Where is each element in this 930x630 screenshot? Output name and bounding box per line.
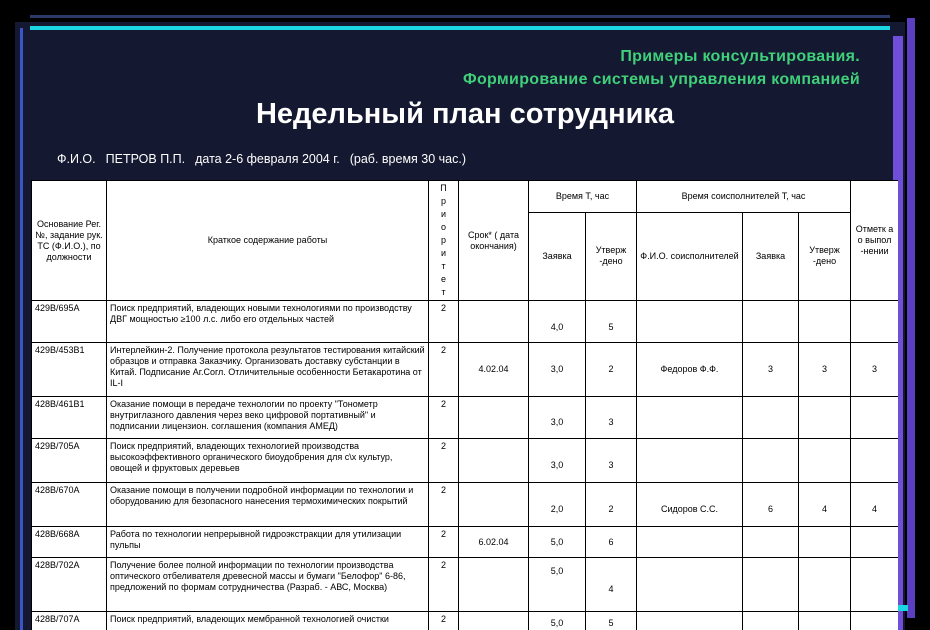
cell-coexec-approved: [799, 301, 851, 343]
fio-label: Ф.И.О.: [57, 152, 96, 166]
cell-content: Работа по технологии непрерывной гидроэкстракции для утилизации пульпы: [107, 527, 429, 558]
cell-basis: 428В/461В1: [32, 397, 107, 439]
col-header-basis: Основание Рег. №, задание рук. ТС (Ф.И.О.), по должности: [32, 181, 107, 301]
cell-request: 2,0: [529, 483, 586, 527]
priority-letter: е: [440, 274, 446, 284]
cell-coexec-request: [743, 527, 799, 558]
cell-request: 3,0: [529, 343, 586, 397]
table-row: [32, 612, 899, 630]
cell-deadline: [459, 439, 529, 483]
cell-coexec-approved: [799, 397, 851, 439]
col-header-content: Краткое содержание работы: [107, 181, 429, 301]
cell-mark: [851, 558, 898, 612]
cell-coexec-name: Сидоров С.С.: [637, 483, 743, 527]
cell-priority: 2: [429, 301, 459, 343]
table-row: [32, 527, 899, 558]
cell-priority: 2: [429, 527, 459, 558]
cell-coexec-approved: 3: [799, 343, 851, 397]
cell-request: 3,0: [529, 397, 586, 439]
cell-coexec-approved: [799, 612, 851, 630]
cell-coexec-request: 6: [743, 483, 799, 527]
cell-priority: 2: [429, 558, 459, 612]
cell-approved: 2: [586, 343, 637, 397]
cell-approved: 3: [586, 439, 637, 483]
table-row: [32, 483, 899, 527]
cell-coexec-name: [637, 612, 743, 630]
cell-content: Поиск предприятий, владеющих новыми технологиями по производству ДВГ мощностью ≥100 л.с. либо его отдельных частей: [107, 301, 429, 343]
col-header-deadline: Срок* ( дата окончания): [459, 181, 529, 301]
table-row: [32, 439, 899, 483]
page-title: Недельный план сотрудника: [255, 98, 675, 130]
col-header-coexec-approved: Утверж -дено: [799, 212, 851, 300]
cell-deadline: [459, 612, 529, 630]
col-header-coexec-group: Время соисполнителей Т, час: [637, 181, 851, 213]
priority-letter: р: [440, 196, 446, 206]
cell-priority: 2: [429, 439, 459, 483]
col-header-time-group: Время Т, час: [529, 181, 637, 213]
cell-request: 3,0: [529, 439, 586, 483]
cell-coexec-approved: [799, 527, 851, 558]
cell-coexec-approved: 4: [799, 483, 851, 527]
cell-content: Поиск предприятий, владеющих мембранной технологией очистки: [107, 612, 429, 630]
priority-letter: р: [440, 235, 446, 245]
cell-priority: 2: [429, 612, 459, 630]
priority-letter: т: [441, 261, 446, 271]
cell-mark: [851, 397, 898, 439]
cell-request: 5,0: [529, 527, 586, 558]
cell-coexec-request: [743, 558, 799, 612]
cell-mark: [851, 612, 898, 630]
cell-mark: 4: [851, 483, 898, 527]
cell-approved: 5: [586, 612, 637, 630]
cell-content: Оказание помощи в передаче технологии по проекту "Тонометр внутриглазного давления через веко цифровой портативный" и подписании лицензион. соглашения (компания АМЕД): [107, 397, 429, 439]
weekly-plan-table: [31, 180, 898, 630]
cell-request: 4,0: [529, 301, 586, 343]
cell-request: 5,0: [529, 558, 586, 612]
weekly-plan-sheet: [31, 180, 898, 630]
hours-text: (раб. время 30 час.): [349, 152, 467, 166]
cell-priority: 2: [429, 343, 459, 397]
cell-approved: 6: [586, 527, 637, 558]
cell-content: Поиск предприятий, владеющих технологией производства высокоэффективного органического биоудобрения для с\х культур, овощей и фруктовых деревьев: [107, 439, 429, 483]
cell-basis: 428В/670А: [32, 483, 107, 527]
cell-coexec-approved: [799, 439, 851, 483]
cell-coexec-name: [637, 301, 743, 343]
col-header-coexec-name: Ф.И.О. соисполнителей: [637, 212, 743, 300]
priority-letter: т: [441, 287, 446, 297]
table-row: [32, 558, 899, 612]
cell-basis: 428В/707А: [32, 612, 107, 630]
fio-value: ПЕТРОВ П.П.: [105, 152, 186, 166]
cell-mark: [851, 439, 898, 483]
cell-coexec-request: [743, 439, 799, 483]
top-cyan-stripe: [30, 26, 890, 30]
cell-coexec-name: [637, 527, 743, 558]
cell-coexec-request: 3: [743, 343, 799, 397]
col-header-request: Заявка: [529, 212, 586, 300]
cell-deadline: [459, 483, 529, 527]
cell-coexec-request: [743, 301, 799, 343]
priority-letter: П: [440, 183, 447, 193]
date-text: дата 2-6 февраля 2004 г.: [195, 152, 340, 166]
cell-priority: 2: [429, 397, 459, 439]
cell-approved: 5: [586, 301, 637, 343]
cell-coexec-approved: [799, 558, 851, 612]
cell-content: Интерлейкин-2. Получение протокола результатов тестирования китайский образцов и отправка Заказчику. Организовать доставку субстанции в Китай. Подписание Аг.Согл. Отличительные особенности Бетакаротина от IL-I: [107, 343, 429, 397]
cell-mark: 3: [851, 343, 898, 397]
cell-coexec-name: [637, 558, 743, 612]
table-row: [32, 397, 899, 439]
cell-deadline: [459, 301, 529, 343]
cell-coexec-name: Федоров Ф.Ф.: [637, 343, 743, 397]
cell-deadline: 6.02.04: [459, 527, 529, 558]
col-header-mark: Отметк а о выпол -нении: [851, 181, 898, 301]
cell-basis: 429В/453В1: [32, 343, 107, 397]
cell-deadline: [459, 397, 529, 439]
cell-mark: [851, 301, 898, 343]
header-line-1: Примеры консультирования.: [620, 48, 860, 65]
cell-coexec-request: [743, 397, 799, 439]
cell-deadline: [459, 558, 529, 612]
col-header-coexec-request: Заявка: [743, 212, 799, 300]
top-dark-stripe: [30, 15, 890, 18]
col-header-priority: [429, 181, 459, 301]
priority-letter: и: [440, 248, 447, 258]
cell-approved: 2: [586, 483, 637, 527]
cell-basis: 428В/668А: [32, 527, 107, 558]
cell-priority: 2: [429, 483, 459, 527]
cell-content: Получение более полной информации по технологии производства оптического отбеливателя древесной массы и бумаги "Белофор" 6-86, предложений по формам сотрудничества (Разраб. - АВС, Москва): [107, 558, 429, 612]
cell-request: 5,0: [529, 612, 586, 630]
priority-letter: о: [440, 222, 446, 232]
employee-info-line: [57, 152, 476, 166]
table-row: [32, 343, 899, 397]
cell-coexec-name: [637, 439, 743, 483]
priority-letter: и: [440, 209, 447, 219]
cell-deadline: 4.02.04: [459, 343, 529, 397]
cell-coexec-request: [743, 612, 799, 630]
cell-approved: 4: [586, 558, 637, 612]
header-line-2: Формирование системы управления компанией: [463, 71, 860, 88]
col-header-approved: Утверж -дено: [586, 212, 637, 300]
table-row: [32, 301, 899, 343]
cell-content: Оказание помощи в получении подробной информации по технологии и оборудованию для безопасного нанесения термохимических покрытий: [107, 483, 429, 527]
cell-basis: 429В/705А: [32, 439, 107, 483]
cell-approved: 3: [586, 397, 637, 439]
cell-basis: 428В/702А: [32, 558, 107, 612]
cell-basis: 429В/695А: [32, 301, 107, 343]
cell-mark: [851, 527, 898, 558]
cell-coexec-name: [637, 397, 743, 439]
